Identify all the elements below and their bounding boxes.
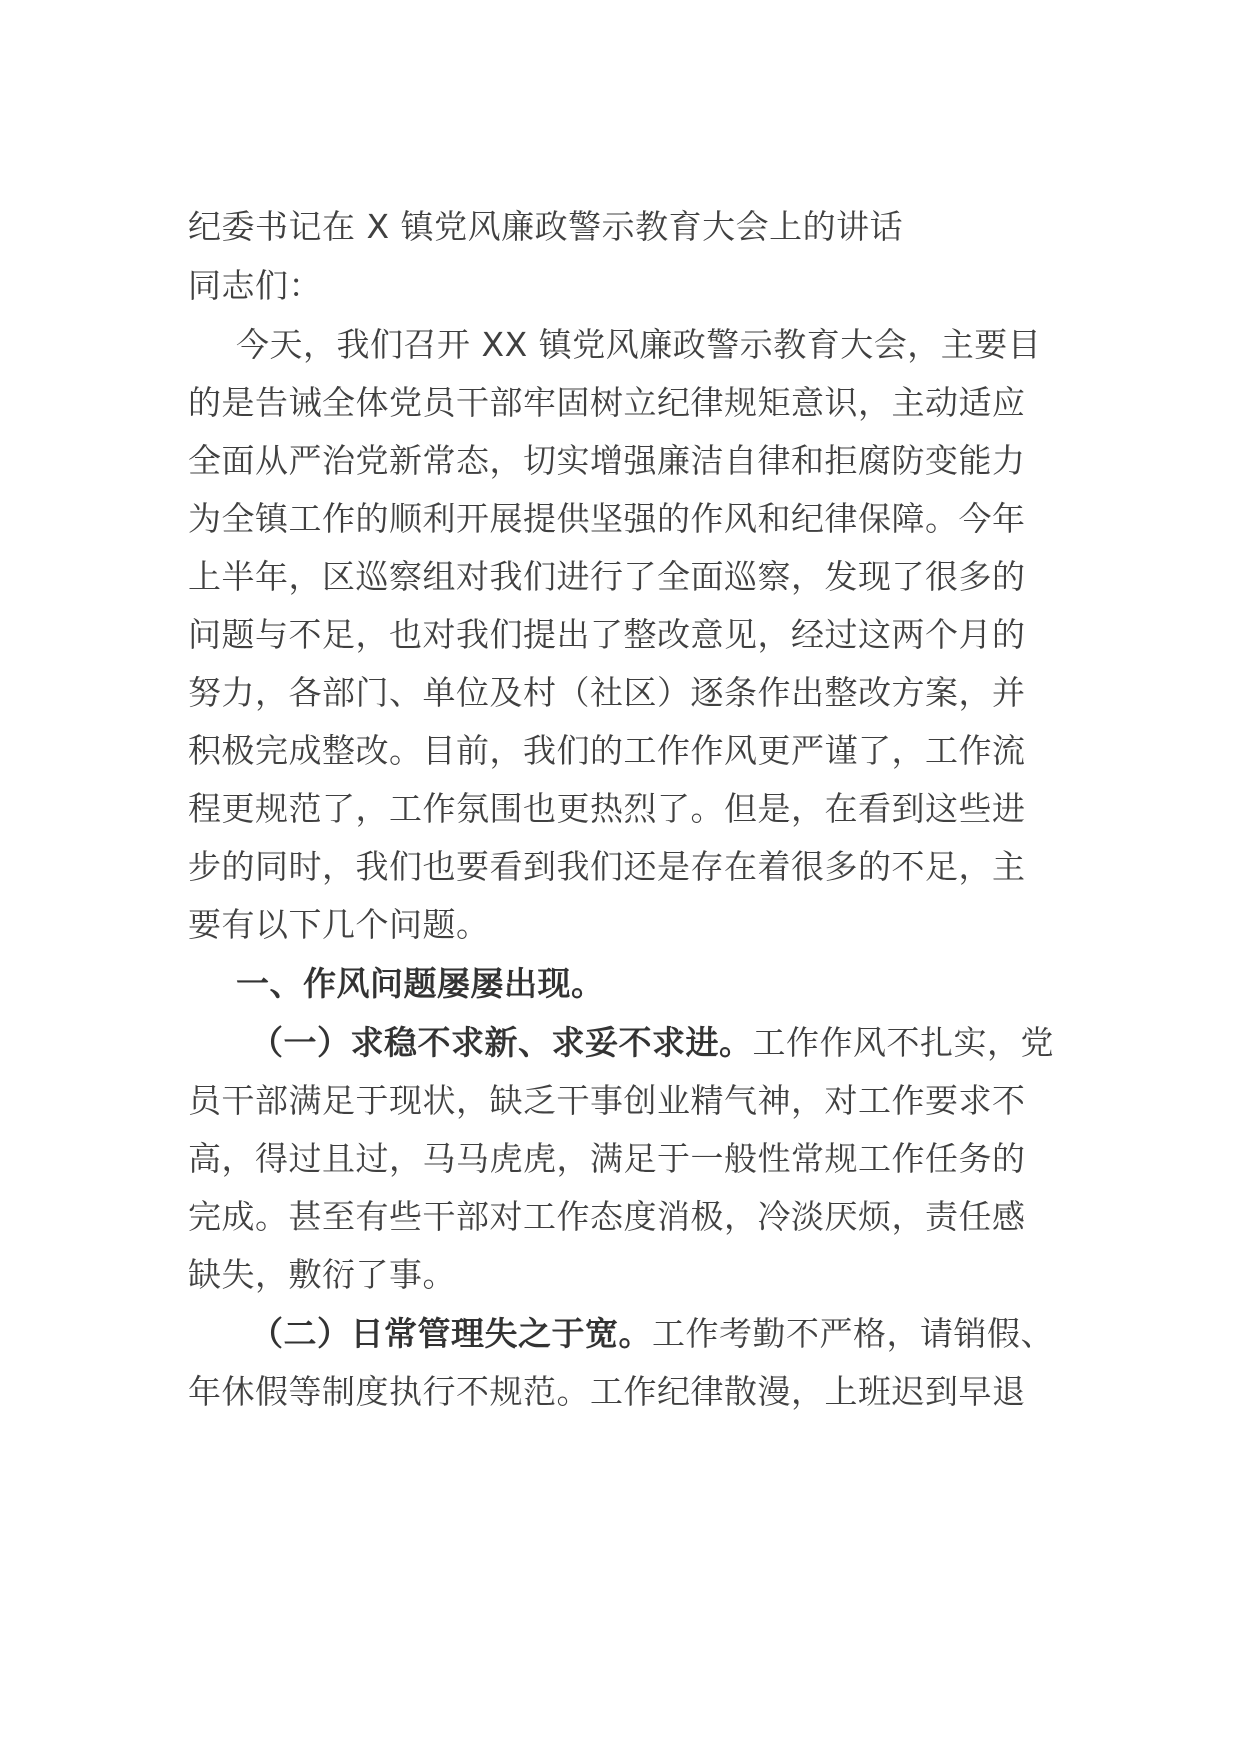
body-line: 年休假等制度执行不规范。工作纪律散漫，上班迟到早退	[188, 1372, 1026, 1411]
intro-line: 努力，各部门、单位及村（社区）逐条作出整改方案，并	[188, 673, 1026, 712]
intro-line: 积极完成整改。目前，我们的工作作风更严谨了，工作流	[188, 731, 1026, 770]
subsection-heading: （一）求稳不求新、求妥不求进。	[250, 1023, 753, 1062]
intro-line: 要有以下几个问题。	[188, 905, 490, 944]
intro-line: 问题与不足，也对我们提出了整改意见，经过这两个月的	[188, 615, 1026, 654]
section-heading: 一、作风问题屡屡出现。	[236, 964, 605, 1003]
subsection-heading: （二）日常管理失之于宽。	[250, 1314, 652, 1353]
subsection-text: 工作作风不扎实，党	[752, 1023, 1054, 1062]
intro-line: 为全镇工作的顺利开展提供坚强的作风和纪律保障。今年	[188, 499, 1026, 538]
body-line: 完成。甚至有些干部对工作态度消极，冷淡厌烦，责任感	[188, 1197, 1026, 1236]
body-line: 高，得过且过，马马虎虎，满足于一般性常规工作任务的	[188, 1139, 1026, 1178]
document-title: 纪委书记在 X 镇党风廉政警示教育大会上的讲话	[188, 207, 904, 246]
intro-line: 今天，我们召开 XX 镇党风廉政警示教育大会，主要目	[236, 325, 1042, 364]
salutation: 同志们：	[188, 266, 322, 305]
intro-line: 全面从严治党新常态，切实增强廉洁自律和拒腐防变能力	[188, 441, 1026, 480]
subsection-paragraph	[250, 1023, 1120, 1063]
intro-line: 的是告诫全体党员干部牢固树立纪律规矩意识，主动适应	[188, 383, 1026, 422]
subsection-text: 工作考勤不严格，请销假、	[652, 1314, 1054, 1353]
intro-line: 上半年，区巡察组对我们进行了全面巡察，发现了很多的	[188, 557, 1026, 596]
body-line: 缺失，敷衍了事。	[188, 1255, 456, 1294]
body-line: 员干部满足于现状，缺乏干事创业精气神，对工作要求不	[188, 1081, 1026, 1120]
subsection-paragraph	[250, 1314, 1120, 1354]
intro-line: 程更规范了，工作氛围也更热烈了。但是，在看到这些进	[188, 789, 1026, 828]
intro-line: 步的同时，我们也要看到我们还是存在着很多的不足，主	[188, 847, 1026, 886]
